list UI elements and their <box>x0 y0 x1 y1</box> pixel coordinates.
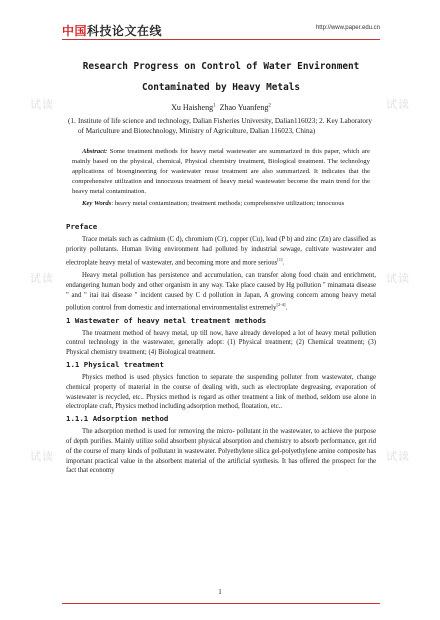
paragraph: Physics method is used physics function to separate the suspending polluter from wastewater, change chemical property of material in the course of dealing with, such as electroplate degreasing, evaporation of wastewater is recycled, etc.. Physics method is regard as other treatment a link of method, seldom use alone in electroplate craft, Physics method including adsorption method, floatation, etc.. <box>66 373 376 411</box>
paragraph: The treatment method of heavy metal, up till now, have already developed a lot of heavy metal pollution control technology in the wastewater, generally adopt: (1) Physical treatment; (2) Chemical treatment; (3) Physical chemistry treatment; (4) Biological treatment. <box>66 329 376 357</box>
logo-text: 科技论文在线 <box>87 24 163 38</box>
paragraph: The adsorption method is used for removing the micro- pollutant in the wastewater, to achieve the purpose of depth purifies. Mainly utilize solid absorbent physical absorption and chemistry to absorb performance, get rid of the course of many kinds of pollutant in wastewater. Polyethylene silica gel-polyethylene amine composite has important practical value in the absorbent material of the artificial synthesis. It has offered the prospect for the fact that economy <box>66 428 376 475</box>
watermark: 试读 <box>386 98 410 111</box>
affiliation-text: Institute of life science and technology, Dalian Fisheries University, Dalian116023; 2. Key Laboratory of Mariculture and Biotechnology, Ministry of Agriculture, Dalian 116023, China) <box>78 117 373 135</box>
keywords-label: Key Words <box>82 199 112 207</box>
section-heading-1-1: 1.1 Physical treatment <box>66 359 164 369</box>
affiliation-prefix: (1. <box>68 117 76 125</box>
title-line-2: Contaminated by Heavy Metals <box>141 82 301 93</box>
author-list <box>66 103 376 112</box>
page-header <box>62 22 380 38</box>
watermark: 试读 <box>30 450 54 463</box>
header-rule <box>62 39 380 40</box>
abstract <box>66 147 376 197</box>
paragraph-end: . <box>285 304 288 312</box>
keywords <box>66 199 376 209</box>
affiliations <box>66 116 376 136</box>
section-heading-preface: Preface <box>66 222 98 232</box>
author-affil-mark: 2 <box>268 103 271 109</box>
page-number: 1 <box>218 588 222 596</box>
footer-rule <box>62 603 380 604</box>
paragraph-text: Trace metals such as cadmium (C d), chromium (Cr), copper (Cu), lead (P b) and zinc (Zn) are classified as priority pollutants. Human living environment had polluted by industrial sewage, cultivate wastewater and electroplate heavy metal of wastewater, and becoming more and more serious <box>66 236 376 267</box>
journal-logo <box>62 22 162 39</box>
watermark: 试读 <box>386 272 410 285</box>
section-heading-1: 1 Wastewater of heavy metal treatment methods <box>66 315 267 325</box>
paragraph-text: Heavy metal pollution has persistence and accumulation, can transfer along food chain and enrichment, endangering human body and other organism in any way. Take place caused by Hg pollution " minamata disease " and " itai itai disease " incident caused by C d pollution in Japan, A growing concern among heavy metal pollution control from domestic and international environmentalist extremely <box>66 272 376 312</box>
paper-body <box>66 56 376 476</box>
citation: [1] <box>277 257 283 263</box>
keywords-text: : heavy metal contamination; treatment methods; comprehensive utilization; innocuous <box>111 199 345 207</box>
author-affil-mark: 1 <box>213 103 216 109</box>
author-name: Xu Haisheng <box>171 103 214 112</box>
header-url[interactable]: http://www.paper.edu.cn <box>315 25 380 31</box>
watermark: 试读 <box>30 272 54 285</box>
title-line-1: Research Progress on Control of Water Environment <box>82 61 360 72</box>
abstract-label: Abstract: <box>82 148 108 155</box>
watermark: 试读 <box>386 450 410 463</box>
watermark: 试读 <box>30 98 54 111</box>
paragraph-end: . <box>282 259 285 267</box>
section-heading-1-1-1: 1.1.1 Adsorption method <box>66 414 169 424</box>
abstract-text: Some treatment methods for heavy metal wastewater are summarized in this paper, which are mainly based on the physical, chemical, Physical chemistry treatment, Biological treatment. The technology applications of bioengineering for wastewater reuse treatment are also summarized. It indicates that the comprehensive utilization and innocuous treatment of heavy metal wastewater become the main trend for the heavy metal contamination. <box>72 148 370 195</box>
paper-title <box>66 56 376 98</box>
citation: [2-4] <box>276 302 286 308</box>
paragraph <box>66 235 376 268</box>
logo-mark: 中国 <box>62 24 88 38</box>
author-name: Zhao Yuanfeng <box>219 103 269 112</box>
paragraph <box>66 271 376 313</box>
